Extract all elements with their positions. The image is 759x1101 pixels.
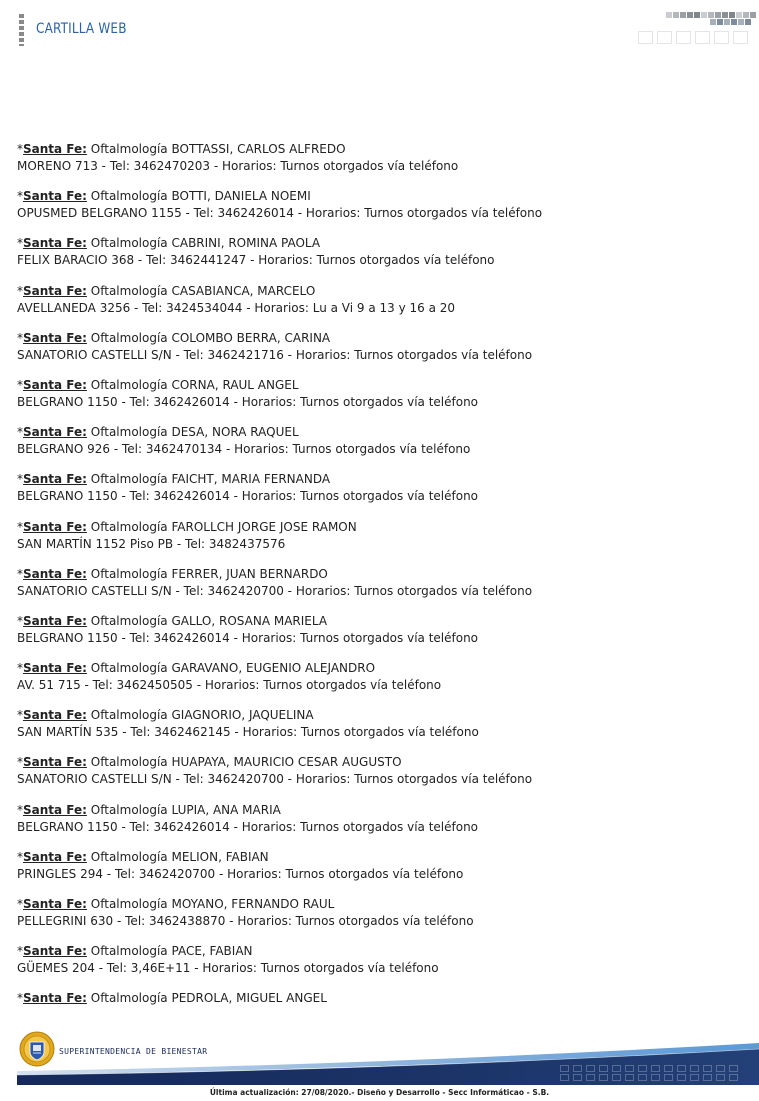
page-footer xyxy=(0,1025,759,1101)
header-grid-cell xyxy=(695,31,710,44)
provider-details: PRINGLES 294 - Tel: 3462420700 - Horarios: Turnos otorgados vía teléfono xyxy=(17,866,464,881)
specialty-label: Oftalmología xyxy=(90,708,168,723)
province-label: Santa Fe: xyxy=(23,189,87,204)
header-grid-cell xyxy=(676,31,691,44)
provider-heading xyxy=(17,802,747,819)
provider-heading xyxy=(17,990,747,1007)
footer-grid-cell xyxy=(573,1065,582,1072)
footer-grid-cell xyxy=(664,1074,673,1081)
footer-grid-cell xyxy=(716,1065,725,1072)
list-item xyxy=(17,471,747,518)
footer-grid-cell xyxy=(703,1074,712,1081)
header-grid-square xyxy=(680,12,686,18)
provider-heading xyxy=(17,943,747,960)
footer-update-note: Última actualización: 27/08/2020.- Diseño y Desarrollo - Secc Informáticao - S.B. xyxy=(209,1088,550,1097)
list-item xyxy=(17,707,747,754)
entry-asterisk: * xyxy=(17,142,23,156)
provider-name: PACE, FABIAN xyxy=(171,944,253,959)
provider-details: BELGRANO 1150 - Tel: 3462426014 - Horarios: Turnos otorgados vía teléfono xyxy=(17,819,479,834)
provider-details: GÜEMES 204 - Tel: 3,46E+11 - Horarios: Turnos otorgados vía teléfono xyxy=(17,961,439,976)
province-label: Santa Fe: xyxy=(23,425,87,440)
provider-details: AVELLANEDA 3256 - Tel: 3424534044 - Horarios: Lu a Vi 9 a 13 y 16 a 20 xyxy=(17,300,456,315)
provider-heading xyxy=(17,566,747,583)
province-label: Santa Fe: xyxy=(23,377,87,392)
entry-asterisk: * xyxy=(17,189,23,204)
province-label: Santa Fe: xyxy=(23,283,87,298)
header-grid-cell xyxy=(714,31,729,44)
provider-details: OPUSMED BELGRANO 1155 - Tel: 3462426014 - Horarios: Turnos otorgados vía teléfono xyxy=(17,206,543,221)
provider-details: BELGRANO 1150 - Tel: 3462426014 - Horarios: Turnos otorgados vía teléfono xyxy=(17,489,479,504)
footer-grid-cell xyxy=(677,1065,686,1072)
specialty-label: Oftalmología xyxy=(90,802,168,817)
provider-name: CASABIANCA, MARCELO xyxy=(171,283,316,298)
entry-asterisk: * xyxy=(17,897,23,911)
list-item xyxy=(17,566,747,613)
list-item xyxy=(17,849,747,896)
list-item xyxy=(17,754,747,801)
footer-grid-cell xyxy=(625,1065,634,1072)
provider-name: CORNA, RAUL ANGEL xyxy=(171,377,299,392)
list-item xyxy=(17,330,747,377)
provider-list xyxy=(17,141,747,1038)
provider-details: BELGRANO 926 - Tel: 3462470134 - Horarios: Turnos otorgados vía teléfono xyxy=(17,442,471,457)
list-item xyxy=(17,802,747,849)
list-item xyxy=(17,943,747,990)
provider-heading xyxy=(17,613,747,630)
specialty-label: Oftalmología xyxy=(90,519,168,534)
list-item xyxy=(17,613,747,660)
specialty-label: Oftalmología xyxy=(90,944,168,959)
province-label: Santa Fe: xyxy=(23,566,87,581)
header-grid-square xyxy=(694,12,700,18)
provider-name: MOYANO, FERNANDO RAUL xyxy=(171,897,335,911)
province-label: Santa Fe: xyxy=(23,944,87,959)
header-grid-square xyxy=(724,19,730,25)
footer-grid-cell xyxy=(703,1065,712,1072)
list-item xyxy=(17,896,747,943)
provider-heading xyxy=(17,330,747,347)
header-grid-square xyxy=(687,12,693,18)
provider-details: FELIX BARACIO 368 - Tel: 3462441247 - Horarios: Turnos otorgados vía teléfono xyxy=(17,253,495,268)
provider-name: LUPIA, ANA MARIA xyxy=(171,802,281,817)
provider-details: SANATORIO CASTELLI S/N - Tel: 3462421716 - Horarios: Turnos otorgados vía teléfono xyxy=(17,347,533,362)
provider-heading xyxy=(17,188,747,205)
header-decorative-grid xyxy=(636,12,758,48)
specialty-label: Oftalmología xyxy=(90,991,168,1006)
provider-name: COLOMBO BERRA, CARINA xyxy=(171,330,331,345)
province-label: Santa Fe: xyxy=(23,991,87,1006)
provider-details: SAN MARTÍN 1152 Piso PB - Tel: 3482437576 xyxy=(17,536,286,551)
provider-name: DESA, NORA RAQUEL xyxy=(171,425,299,440)
entry-asterisk: * xyxy=(17,236,23,251)
list-item xyxy=(17,141,747,188)
entry-asterisk: * xyxy=(17,755,23,770)
provider-name: BOTTASSI, CARLOS ALFREDO xyxy=(171,142,346,156)
provider-heading xyxy=(17,424,747,441)
specialty-label: Oftalmología xyxy=(90,849,168,864)
entry-asterisk: * xyxy=(17,991,23,1006)
provider-name: FAROLLCH JORGE JOSE RAMON xyxy=(171,519,357,534)
provider-details: SANATORIO CASTELLI S/N - Tel: 3462420700 - Horarios: Turnos otorgados vía teléfono xyxy=(17,772,533,787)
entry-asterisk: * xyxy=(17,944,23,959)
footer-grid-cell xyxy=(638,1074,647,1081)
specialty-label: Oftalmología xyxy=(90,377,168,392)
provider-heading xyxy=(17,377,747,394)
footer-grid-cell xyxy=(729,1065,738,1072)
header-grid-square xyxy=(750,12,756,18)
list-item xyxy=(17,519,747,566)
provider-name: MELION, FABIAN xyxy=(171,849,269,864)
entry-asterisk: * xyxy=(17,519,23,534)
header-grid-cell xyxy=(638,31,653,44)
footer-grid-cell xyxy=(573,1074,582,1081)
provider-heading xyxy=(17,471,747,488)
organization-name: SUPERINTENDENCIA DE BIENESTAR xyxy=(59,1047,208,1056)
provider-name: FERRER, JUAN BERNARDO xyxy=(171,566,328,581)
provider-heading xyxy=(17,519,747,536)
footer-grid-cell xyxy=(638,1065,647,1072)
entry-asterisk: * xyxy=(17,708,23,723)
footer-grid-cell xyxy=(599,1074,608,1081)
specialty-label: Oftalmología xyxy=(90,661,168,676)
header-grid-square xyxy=(743,12,749,18)
specialty-label: Oftalmología xyxy=(90,472,168,487)
provider-details: MORENO 713 - Tel: 3462470203 - Horarios: Turnos otorgados vía teléfono xyxy=(17,159,459,173)
footer-grid-cell xyxy=(586,1074,595,1081)
provider-name: HUAPAYA, MAURICIO CESAR AUGUSTO xyxy=(171,755,402,770)
header-grid-square xyxy=(666,12,672,18)
province-label: Santa Fe: xyxy=(23,613,87,628)
provider-name: PEDROLA, MIGUEL ANGEL xyxy=(171,991,327,1006)
provider-name: GALLO, ROSANA MARIELA xyxy=(171,613,328,628)
list-item xyxy=(17,283,747,330)
header-grid-cell xyxy=(733,31,748,44)
provider-details: AV. 51 715 - Tel: 3462450505 - Horarios: Turnos otorgados vía teléfono xyxy=(17,678,442,693)
list-item xyxy=(17,424,747,471)
provider-details: BELGRANO 1150 - Tel: 3462426014 - Horarios: Turnos otorgados vía teléfono xyxy=(17,394,479,409)
province-label: Santa Fe: xyxy=(23,849,87,864)
footer-grid-cell xyxy=(560,1074,569,1081)
footer-grid-cell xyxy=(625,1074,634,1081)
entry-asterisk: * xyxy=(17,425,23,440)
provider-details: SANATORIO CASTELLI S/N - Tel: 3462420700 - Horarios: Turnos otorgados vía teléfono xyxy=(17,583,533,598)
footer-grid-cell xyxy=(560,1065,569,1072)
list-item xyxy=(17,660,747,707)
specialty-label: Oftalmología xyxy=(90,897,168,911)
footer-grid-cell xyxy=(677,1074,686,1081)
provider-name: CABRINI, ROMINA PAOLA xyxy=(171,236,321,251)
header-grid-square xyxy=(708,12,714,18)
footer-decorative-grid xyxy=(560,1065,750,1085)
header-grid-square xyxy=(745,19,751,25)
list-item xyxy=(17,377,747,424)
provider-name: FAICHT, MARIA FERNANDA xyxy=(171,472,331,487)
provider-name: GIAGNORIO, JAQUELINA xyxy=(171,708,314,723)
entry-asterisk: * xyxy=(17,802,23,817)
province-label: Santa Fe: xyxy=(23,472,87,487)
entry-asterisk: * xyxy=(17,613,23,628)
entry-asterisk: * xyxy=(17,283,23,298)
superintendencia-seal-icon xyxy=(19,1031,55,1067)
footer-grid-cell xyxy=(612,1065,621,1072)
footer-grid-cell xyxy=(586,1065,595,1072)
header-grid-square xyxy=(717,19,723,25)
entry-asterisk: * xyxy=(17,377,23,392)
header-grid-square xyxy=(738,19,744,25)
header-grid-square xyxy=(701,12,707,18)
header-grid-cell xyxy=(657,31,672,44)
specialty-label: Oftalmología xyxy=(90,330,168,345)
provider-details: SAN MARTÍN 535 - Tel: 3462462145 - Horarios: Turnos otorgados vía teléfono xyxy=(17,725,479,740)
list-item xyxy=(17,188,747,235)
provider-heading xyxy=(17,235,747,252)
list-item xyxy=(17,235,747,282)
entry-asterisk: * xyxy=(17,472,23,487)
specialty-label: Oftalmología xyxy=(90,142,168,156)
entry-asterisk: * xyxy=(17,661,23,676)
specialty-label: Oftalmología xyxy=(90,613,168,628)
footer-grid-cell xyxy=(716,1074,725,1081)
page-title: CARTILLA WEB xyxy=(36,21,127,37)
provider-heading xyxy=(17,660,747,677)
provider-heading xyxy=(17,896,747,913)
footer-grid-cell xyxy=(599,1065,608,1072)
provider-details: BELGRANO 1150 - Tel: 3462426014 - Horarios: Turnos otorgados vía teléfono xyxy=(17,630,479,645)
specialty-label: Oftalmología xyxy=(90,425,168,440)
province-label: Santa Fe: xyxy=(23,755,87,770)
footer-grid-cell xyxy=(690,1065,699,1072)
header-grid-square xyxy=(710,19,716,25)
footer-grid-cell xyxy=(612,1074,621,1081)
specialty-label: Oftalmología xyxy=(90,566,168,581)
specialty-label: Oftalmología xyxy=(90,236,168,251)
province-label: Santa Fe: xyxy=(23,661,87,676)
province-label: Santa Fe: xyxy=(23,330,87,345)
provider-heading xyxy=(17,754,747,771)
header-grid-square xyxy=(736,12,742,18)
province-label: Santa Fe: xyxy=(23,236,87,251)
footer-grid-cell xyxy=(651,1074,660,1081)
footer-grid-cell xyxy=(690,1074,699,1081)
footer-grid-cell xyxy=(651,1065,660,1072)
header-accent-bar xyxy=(19,14,24,46)
provider-heading xyxy=(17,849,747,866)
entry-asterisk: * xyxy=(17,566,23,581)
province-label: Santa Fe: xyxy=(23,142,87,156)
provider-heading xyxy=(17,707,747,724)
province-label: Santa Fe: xyxy=(23,519,87,534)
specialty-label: Oftalmología xyxy=(90,283,168,298)
provider-name: GARAVANO, EUGENIO ALEJANDRO xyxy=(171,661,376,676)
page-header xyxy=(0,0,759,60)
province-label: Santa Fe: xyxy=(23,897,87,911)
provider-name: BOTTI, DANIELA NOEMI xyxy=(171,189,311,204)
province-label: Santa Fe: xyxy=(23,802,87,817)
province-label: Santa Fe: xyxy=(23,708,87,723)
entry-asterisk: * xyxy=(17,330,23,345)
footer-grid-cell xyxy=(664,1065,673,1072)
header-grid-square xyxy=(722,12,728,18)
specialty-label: Oftalmología xyxy=(90,755,168,770)
provider-heading xyxy=(17,283,747,300)
specialty-label: Oftalmología xyxy=(90,189,168,204)
provider-details: PELLEGRINI 630 - Tel: 3462438870 - Horarios: Turnos otorgados vía teléfono xyxy=(17,914,474,928)
provider-heading xyxy=(17,141,747,158)
entry-asterisk: * xyxy=(17,849,23,864)
header-grid-square xyxy=(729,12,735,18)
footer-grid-cell xyxy=(729,1074,738,1081)
header-grid-square xyxy=(673,12,679,18)
header-grid-square xyxy=(715,12,721,18)
header-grid-square xyxy=(731,19,737,25)
